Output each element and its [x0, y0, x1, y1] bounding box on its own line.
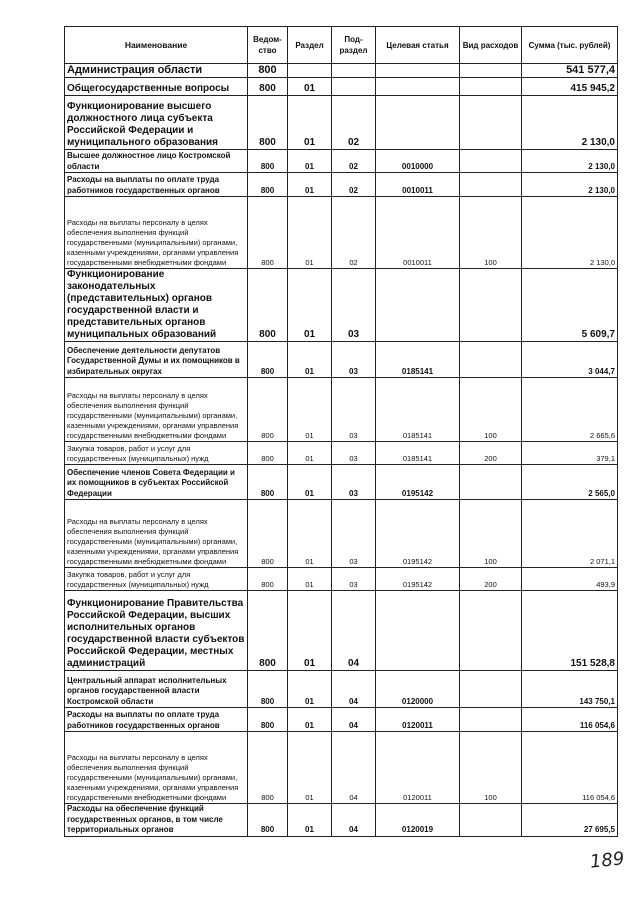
cell-vedomstvo: 800 [248, 342, 288, 378]
table-row [65, 465, 618, 500]
cell-celevaya-statya [376, 591, 460, 671]
cell-summa: 2 071,1 [522, 500, 618, 568]
cell-celevaya-statya: 0120000 [376, 671, 460, 708]
cell-podrazdel: 02 [332, 197, 376, 269]
cell-vedomstvo: 800 [248, 671, 288, 708]
table-row [65, 671, 618, 708]
cell-podrazdel [332, 64, 376, 78]
cell-vedomstvo: 800 [248, 442, 288, 465]
header-summa: Сумма (тыс. рублей) [522, 27, 618, 64]
cell-name: Расходы на выплаты персоналу в целях обеспечения выполнения функций государственными (муниципальными) органами, казенными учреждениями, органами управления государственными внебюджетными фондами [65, 732, 248, 804]
cell-celevaya-statya: 0120011 [376, 708, 460, 732]
cell-vedomstvo: 800 [248, 804, 288, 837]
table-row [65, 591, 618, 671]
cell-summa: 415 945,2 [522, 78, 618, 96]
cell-vid-rashodov [460, 150, 522, 173]
cell-vid-rashodov [460, 78, 522, 96]
cell-celevaya-statya [376, 96, 460, 150]
header-vedomstvo: Ведом-ство [248, 27, 288, 64]
cell-vedomstvo: 800 [248, 708, 288, 732]
header-name: Наименование [65, 27, 248, 64]
cell-name: Расходы на выплаты по оплате труда работников государственных органов [65, 173, 248, 197]
cell-podrazdel: 04 [332, 732, 376, 804]
cell-summa: 116 054,6 [522, 708, 618, 732]
cell-name: Функционирование законодательных (представительных) органов государственной власти и представительных органов муниципальных образований [65, 269, 248, 342]
cell-razdel: 01 [288, 708, 332, 732]
cell-summa: 151 528,8 [522, 591, 618, 671]
cell-celevaya-statya: 0185141 [376, 442, 460, 465]
cell-summa: 379,1 [522, 442, 618, 465]
cell-celevaya-statya [376, 269, 460, 342]
cell-razdel: 01 [288, 269, 332, 342]
table-row [65, 96, 618, 150]
cell-razdel: 01 [288, 500, 332, 568]
table-row [65, 197, 618, 269]
cell-summa: 493,9 [522, 568, 618, 591]
cell-name: Обеспечение членов Совета Федерации и их помощников в субъектах Российской Федерации [65, 465, 248, 500]
cell-celevaya-statya: 0195142 [376, 568, 460, 591]
table-row [65, 378, 618, 442]
cell-vid-rashodov: 100 [460, 197, 522, 269]
cell-celevaya-statya: 0120011 [376, 732, 460, 804]
cell-podrazdel: 03 [332, 342, 376, 378]
table-row [65, 568, 618, 591]
cell-vedomstvo: 800 [248, 269, 288, 342]
cell-name: Обеспечение деятельности депутатов Государственной Думы и их помощников в избирательных округах [65, 342, 248, 378]
cell-summa: 5 609,7 [522, 269, 618, 342]
cell-vid-rashodov [460, 671, 522, 708]
cell-razdel: 01 [288, 96, 332, 150]
cell-razdel: 01 [288, 78, 332, 96]
header-celevaya-statya: Целевая статья [376, 27, 460, 64]
cell-vedomstvo: 800 [248, 465, 288, 500]
cell-vedomstvo: 800 [248, 568, 288, 591]
table-row [65, 804, 618, 837]
cell-vedomstvo: 800 [248, 173, 288, 197]
cell-name: Расходы на обеспечение функций государственных органов, в том числе территориальных органов [65, 804, 248, 837]
cell-vid-rashodov [460, 173, 522, 197]
cell-vid-rashodov [460, 591, 522, 671]
cell-summa: 541 577,4 [522, 64, 618, 78]
page-number: 189 [588, 848, 626, 873]
cell-vid-rashodov: 200 [460, 442, 522, 465]
cell-vid-rashodov [460, 342, 522, 378]
cell-name: Расходы на выплаты по оплате труда работников государственных органов [65, 708, 248, 732]
cell-celevaya-statya [376, 78, 460, 96]
cell-vedomstvo: 800 [248, 96, 288, 150]
cell-summa: 2 130,0 [522, 96, 618, 150]
cell-celevaya-statya: 0185141 [376, 342, 460, 378]
cell-celevaya-statya: 0195142 [376, 465, 460, 500]
cell-vid-rashodov: 200 [460, 568, 522, 591]
cell-podrazdel: 03 [332, 465, 376, 500]
cell-razdel: 01 [288, 378, 332, 442]
cell-vid-rashodov [460, 804, 522, 837]
cell-name: Функционирование высшего должностного лица субъекта Российской Федерации и муниципального образования [65, 96, 248, 150]
cell-vedomstvo: 800 [248, 378, 288, 442]
cell-vid-rashodov [460, 708, 522, 732]
cell-vid-rashodov [460, 64, 522, 78]
cell-summa: 2 130,0 [522, 150, 618, 173]
table-row [65, 442, 618, 465]
cell-summa: 27 695,5 [522, 804, 618, 837]
cell-vid-rashodov: 100 [460, 378, 522, 442]
cell-summa: 2 565,0 [522, 465, 618, 500]
table-row [65, 173, 618, 197]
cell-name: Закупка товаров, работ и услуг для государственных (муниципальных) нужд [65, 568, 248, 591]
cell-podrazdel: 03 [332, 500, 376, 568]
cell-podrazdel: 03 [332, 269, 376, 342]
header-podrazdel: Под-раздел [332, 27, 376, 64]
cell-celevaya-statya [376, 64, 460, 78]
cell-celevaya-statya: 0010011 [376, 197, 460, 269]
cell-summa: 143 750,1 [522, 671, 618, 708]
cell-razdel: 01 [288, 197, 332, 269]
table-row [65, 732, 618, 804]
cell-razdel: 01 [288, 568, 332, 591]
cell-razdel: 01 [288, 591, 332, 671]
cell-podrazdel: 02 [332, 173, 376, 197]
cell-summa: 2 665,6 [522, 378, 618, 442]
cell-name: Закупка товаров, работ и услуг для государственных (муниципальных) нужд [65, 442, 248, 465]
cell-podrazdel: 04 [332, 591, 376, 671]
cell-podrazdel: 03 [332, 568, 376, 591]
cell-razdel: 01 [288, 732, 332, 804]
cell-vedomstvo: 800 [248, 64, 288, 78]
cell-summa: 116 054,6 [522, 732, 618, 804]
cell-summa: 2 130,0 [522, 197, 618, 269]
cell-podrazdel: 02 [332, 150, 376, 173]
cell-vedomstvo: 800 [248, 732, 288, 804]
cell-vedomstvo: 800 [248, 78, 288, 96]
header-vid-rashodov: Вид расходов [460, 27, 522, 64]
cell-vedomstvo: 800 [248, 197, 288, 269]
cell-podrazdel: 04 [332, 708, 376, 732]
cell-celevaya-statya: 0010000 [376, 150, 460, 173]
cell-vid-rashodov: 100 [460, 500, 522, 568]
cell-vid-rashodov: 100 [460, 732, 522, 804]
cell-razdel: 01 [288, 465, 332, 500]
cell-summa: 3 044,7 [522, 342, 618, 378]
cell-name: Расходы на выплаты персоналу в целях обеспечения выполнения функций государственными (муниципальными) органами, казенными учреждениями, органами управления государственными внебюджетными фондами [65, 500, 248, 568]
cell-vedomstvo: 800 [248, 591, 288, 671]
cell-razdel: 01 [288, 804, 332, 837]
cell-name: Расходы на выплаты персоналу в целях обеспечения выполнения функций государственными (муниципальными) органами, казенными учреждениями, органами управления государственными внебюджетными фондами [65, 197, 248, 269]
table-row [65, 500, 618, 568]
cell-name: Расходы на выплаты персоналу в целях обеспечения выполнения функций государственными (муниципальными) органами, казенными учреждениями, органами управления государственными внебюджетными фондами [65, 378, 248, 442]
cell-podrazdel: 03 [332, 442, 376, 465]
cell-celevaya-statya: 0010011 [376, 173, 460, 197]
table-body [65, 64, 618, 837]
cell-podrazdel: 03 [332, 378, 376, 442]
table-row [65, 64, 618, 78]
cell-summa: 2 130,0 [522, 173, 618, 197]
cell-razdel: 01 [288, 671, 332, 708]
cell-podrazdel: 02 [332, 96, 376, 150]
cell-name: Функционирование Правительства Российской Федерации, высших исполнительных органов государственной власти субъектов Российской Федерации, местных администраций [65, 591, 248, 671]
cell-razdel: 01 [288, 150, 332, 173]
cell-celevaya-statya: 0185141 [376, 378, 460, 442]
cell-vid-rashodov [460, 96, 522, 150]
cell-name: Центральный аппарат исполнительных органов государственной власти Костромской области [65, 671, 248, 708]
table-row [65, 269, 618, 342]
cell-podrazdel [332, 78, 376, 96]
cell-celevaya-statya: 0120019 [376, 804, 460, 837]
cell-podrazdel: 04 [332, 671, 376, 708]
cell-razdel: 01 [288, 442, 332, 465]
table-row [65, 150, 618, 173]
cell-name: Администрация области [65, 64, 248, 78]
cell-razdel: 01 [288, 342, 332, 378]
cell-podrazdel: 04 [332, 804, 376, 837]
cell-razdel [288, 64, 332, 78]
cell-celevaya-statya: 0195142 [376, 500, 460, 568]
budget-table [64, 26, 618, 837]
cell-razdel: 01 [288, 173, 332, 197]
cell-name: Высшее должностное лицо Костромской области [65, 150, 248, 173]
cell-vid-rashodov [460, 269, 522, 342]
table-row [65, 78, 618, 96]
header-razdel: Раздел [288, 27, 332, 64]
cell-name: Общегосударственные вопросы [65, 78, 248, 96]
cell-vedomstvo: 800 [248, 500, 288, 568]
cell-vedomstvo: 800 [248, 150, 288, 173]
table-row [65, 708, 618, 732]
table-row [65, 342, 618, 378]
cell-vid-rashodov [460, 465, 522, 500]
table-header-row [65, 27, 618, 64]
